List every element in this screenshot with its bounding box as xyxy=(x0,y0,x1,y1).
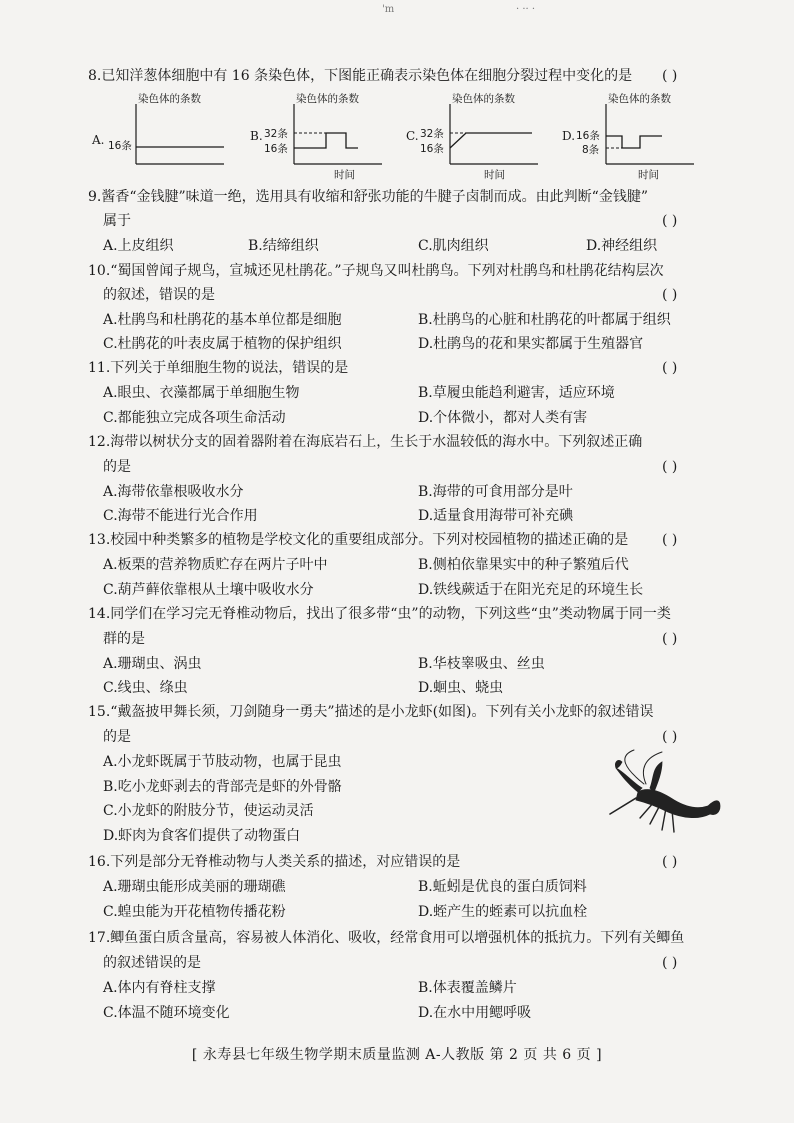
q13-option-b: B.侧柏依靠果实中的种子繁殖后代 xyxy=(418,557,629,573)
q12-option-d: D.适量食用海带可补充碘 xyxy=(418,508,574,524)
q11-stem: 11.下列关于单细胞生物的说法，错误的是 xyxy=(88,360,349,376)
q14-answer-blank: ( ) xyxy=(662,631,678,647)
q8-stem: 8.已知洋葱体细胞中有 16 条染色体，下图能正确表示染色体在细胞分裂过程中变化的是 xyxy=(88,68,633,84)
crayfish-illustration xyxy=(604,748,722,836)
graph-a-ylabel: 染色体的条数 xyxy=(138,93,201,105)
q15-stem-line2: 的是 xyxy=(103,729,131,745)
q16-answer-blank: ( ) xyxy=(662,854,678,870)
q10-option-c: C.杜鹃花的叶表皮属于植物的保护组织 xyxy=(103,336,342,352)
q14-option-a: A.珊瑚虫、涡虫 xyxy=(103,656,202,672)
q9-option-b: B.结缔组织 xyxy=(248,238,319,254)
q15-stem-line1: 15.“戴盔披甲舞长须，刀剑随身一勇夫”描述的是小龙虾(如图)。下列有关小龙虾的叙述错误 xyxy=(88,704,654,720)
q17-stem-line1: 17.鲫鱼蛋白质含量高，容易被人体消化、吸收，经常食用可以增强机体的抵抗力。下列有关鲫鱼 xyxy=(88,930,685,946)
graph-c-tick-32: 32条 xyxy=(420,128,444,140)
top-scan-mark-left: 'm xyxy=(382,4,395,15)
q12-option-c: C.海带不能进行光合作用 xyxy=(103,508,258,524)
graph-b xyxy=(250,92,390,182)
q14-stem-line2: 群的是 xyxy=(103,631,145,647)
q13-option-c: C.葫芦藓依靠根从土壤中吸收水分 xyxy=(103,582,314,598)
q10-answer-blank: ( ) xyxy=(662,287,678,303)
q8-answer-blank: ( ) xyxy=(662,68,678,84)
q11-option-a: A.眼虫、衣藻都属于单细胞生物 xyxy=(103,385,300,401)
q14-option-d: D.蛔虫、蛲虫 xyxy=(418,680,504,696)
graph-d-tick-16: 16条 xyxy=(576,130,600,142)
q13-stem: 13.校园中种类繁多的植物是学校文化的重要组成部分。下列对校园植物的描述正确的是 xyxy=(88,532,629,548)
graph-d-xlabel: 时间 xyxy=(638,169,659,181)
q15-option-a: A.小龙虾既属于节肢动物，也属于昆虫 xyxy=(103,754,342,770)
graph-c-xlabel: 时间 xyxy=(484,169,505,181)
q17-option-a: A.体内有脊柱支撑 xyxy=(103,980,216,996)
q12-option-a: A.海带依靠根吸收水分 xyxy=(103,484,244,500)
q13-option-d: D.铁线蕨适于在阳光充足的环境生长 xyxy=(418,582,644,598)
q16-option-c: C.蝗虫能为开花植物传播花粉 xyxy=(103,904,286,920)
q11-option-d: D.个体微小，都对人类有害 xyxy=(418,410,588,426)
q9-option-d: D.神经组织 xyxy=(586,238,658,254)
q10-option-a: A.杜鹃鸟和杜鹃花的基本单位都是细胞 xyxy=(103,312,342,328)
q9-stem-line1: 9.酱香“金钱腱”味道一绝，选用具有收缩和舒张功能的牛腱子卤制而成。由此判断“金钱腱” xyxy=(88,189,648,205)
q17-option-d: D.在水中用鳃呼吸 xyxy=(418,1005,532,1021)
graph-a xyxy=(92,92,232,182)
q14-option-b: B.华枝睾吸虫、丝虫 xyxy=(418,656,545,672)
graph-b-tick-16: 16条 xyxy=(264,143,288,155)
graph-b-ylabel: 染色体的条数 xyxy=(296,93,359,105)
q10-stem-line1: 10.“蜀国曾闻子规鸟，宣城还见杜鹃花。”子规鸟又叫杜鹃鸟。下列对杜鹃鸟和杜鹃花结构层次 xyxy=(88,263,664,279)
q12-answer-blank: ( ) xyxy=(662,459,678,475)
graph-d xyxy=(562,92,702,182)
q12-stem-line1: 12.海带以树状分支的固着器附着在海底岩石上，生长于水温较低的海水中。下列叙述正确 xyxy=(88,434,643,450)
q9-option-c: C.肌肉组织 xyxy=(418,238,489,254)
q11-answer-blank: ( ) xyxy=(662,360,678,376)
q15-answer-blank: ( ) xyxy=(662,729,678,745)
graph-a-letter: A. xyxy=(92,133,105,147)
q15-option-b: B.吃小龙虾剥去的背部壳是虾的外骨骼 xyxy=(103,779,342,795)
q11-option-b: B.草履虫能趋利避害，适应环境 xyxy=(418,385,615,401)
q9-answer-blank: ( ) xyxy=(662,213,678,229)
graph-b-letter: B. xyxy=(250,129,263,143)
q16-stem: 16.下列是部分无脊椎动物与人类关系的描述，对应错误的是 xyxy=(88,854,461,870)
q10-option-d: D.杜鹃鸟的花和果实都属于生殖器官 xyxy=(418,336,644,352)
q15-option-d: D.虾肉为食客们提供了动物蛋白 xyxy=(103,828,301,844)
q16-option-a: A.珊瑚虫能形成美丽的珊瑚礁 xyxy=(103,879,286,895)
q17-option-c: C.体温不随环境变化 xyxy=(103,1005,230,1021)
q9-stem-line2: 属于 xyxy=(103,213,131,229)
q14-stem-line1: 14.同学们在学习完无脊椎动物后，找出了很多带“虫”的动物，下列这些“虫”类动物属于同一类 xyxy=(88,606,671,622)
q16-option-d: D.蛭产生的蛭素可以抗血栓 xyxy=(418,904,588,920)
graph-b-xlabel: 时间 xyxy=(334,169,355,181)
graph-c-ylabel: 染色体的条数 xyxy=(452,93,515,105)
graph-d-letter: D. xyxy=(562,129,576,143)
q9-option-a: A.上皮组织 xyxy=(103,238,174,254)
q11-option-c: C.都能独立完成各项生命活动 xyxy=(103,410,286,426)
q10-option-b: B.杜鹃鸟的心脏和杜鹃花的叶都属于组织 xyxy=(418,312,671,328)
q13-option-a: A.板栗的营养物质贮存在两片子叶中 xyxy=(103,557,328,573)
q17-answer-blank: ( ) xyxy=(662,955,678,971)
graph-c-letter: C. xyxy=(406,129,419,143)
graph-c xyxy=(406,92,546,182)
q12-option-b: B.海带的可食用部分是叶 xyxy=(418,484,573,500)
top-scan-mark-right: · ·· · xyxy=(516,4,536,15)
q17-stem-line2: 的叙述错误的是 xyxy=(103,955,201,971)
page-footer: [ 永寿县七年级生物学期末质量监测 A-人教版 第 2 页 共 6 页 ] xyxy=(191,1047,603,1063)
graph-d-ylabel: 染色体的条数 xyxy=(608,93,671,105)
graph-d-tick-8: 8条 xyxy=(582,144,600,156)
q15-option-c: C.小龙虾的附肢分节，使运动灵活 xyxy=(103,803,314,819)
q16-option-b: B.蚯蚓是优良的蛋白质饲料 xyxy=(418,879,587,895)
graph-b-tick-32: 32条 xyxy=(264,128,288,140)
q10-stem-line2: 的叙述，错误的是 xyxy=(103,287,215,303)
q14-option-c: C.线虫、绦虫 xyxy=(103,680,188,696)
q13-answer-blank: ( ) xyxy=(662,532,678,548)
graph-c-tick-16: 16条 xyxy=(420,143,444,155)
q17-option-b: B.体表覆盖鳞片 xyxy=(418,980,517,996)
q12-stem-line2: 的是 xyxy=(103,459,131,475)
graph-a-tick-16: 16条 xyxy=(108,140,132,152)
